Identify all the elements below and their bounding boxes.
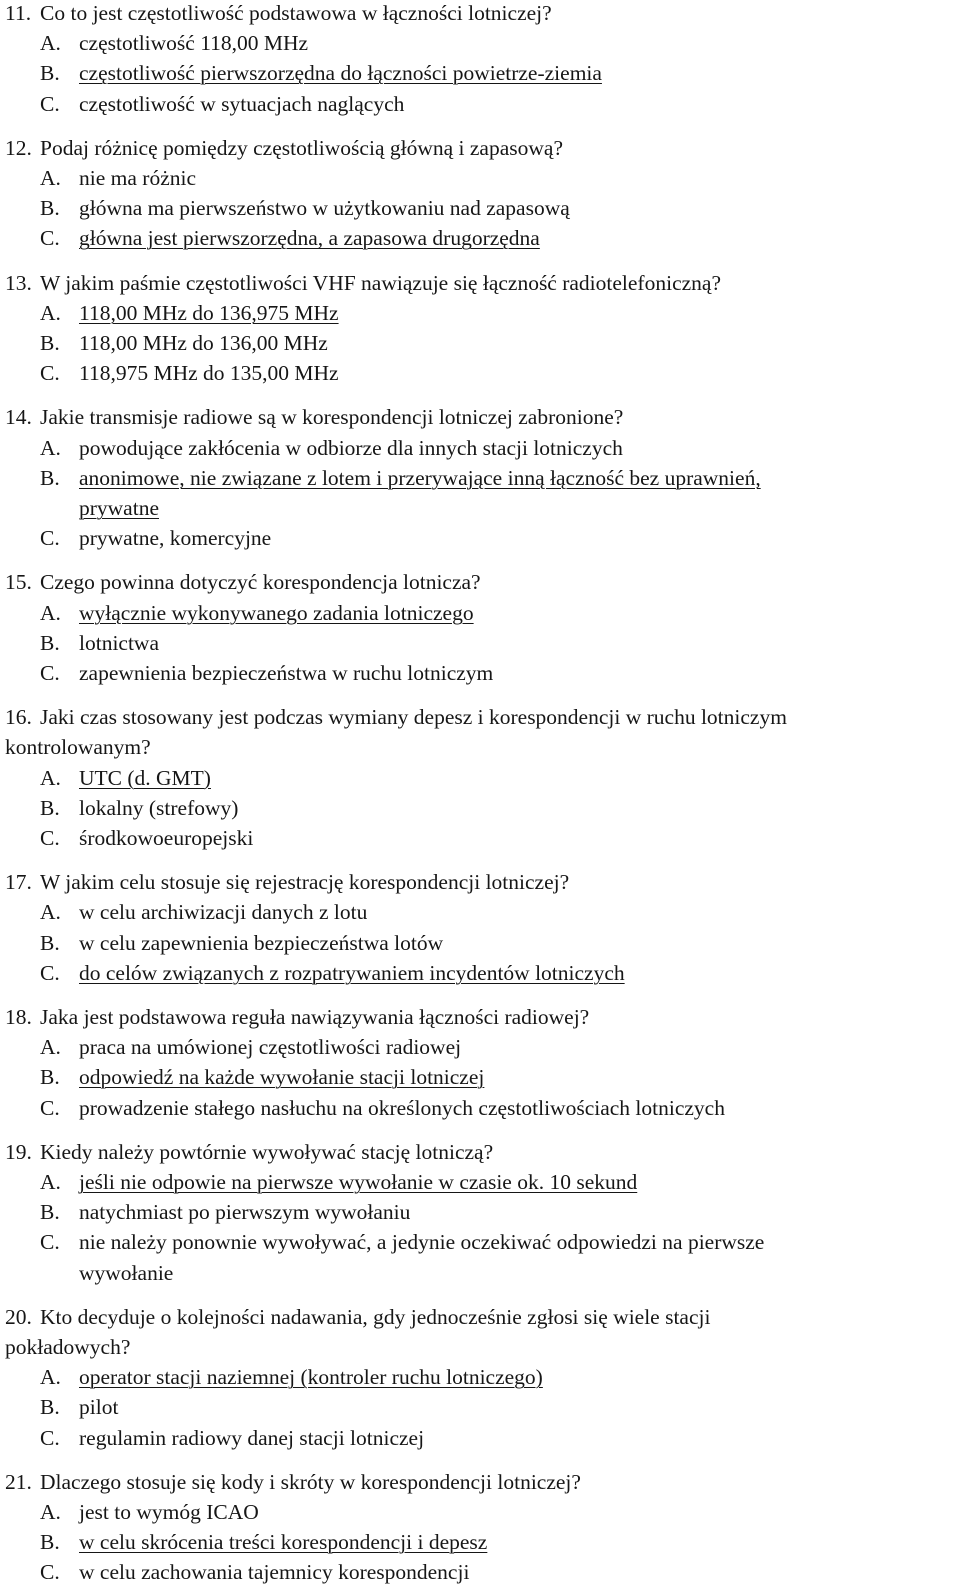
answer-letter: A. bbox=[40, 600, 61, 625]
answer-letter: B. bbox=[40, 1065, 60, 1090]
answer-letter: A. bbox=[40, 1035, 61, 1060]
question-text-continuation: kontrolowanym? bbox=[5, 735, 151, 760]
answer-text: częstotliwość w sytuacjach naglących bbox=[79, 91, 405, 116]
answer-text: lotnictwa bbox=[79, 630, 160, 655]
answer-letter: B. bbox=[40, 1530, 60, 1555]
answer-letter: C. bbox=[40, 1230, 60, 1255]
answer-text: lokalny (strefowy) bbox=[79, 795, 239, 820]
answer-letter: A. bbox=[40, 1365, 61, 1390]
answer-text: zapewnienia bezpieczeństwa w ruchu lotniczym bbox=[79, 661, 494, 685]
answer-text-correct: do celów związanych z rozpatrywaniem incydentów lotniczych bbox=[79, 960, 625, 985]
answer-text: prywatne, komercyjne bbox=[79, 526, 272, 551]
answer-text: główna ma pierwszeństwo w użytkowaniu nad zapasową bbox=[79, 196, 570, 221]
answer-text: powodujące zakłócenia w odbiorze dla innych stacji lotniczych bbox=[79, 435, 623, 460]
answer-letter: C. bbox=[40, 661, 60, 685]
answer-letter: A. bbox=[40, 765, 61, 790]
question-number: 17. bbox=[5, 870, 32, 895]
question-text: Czego powinna dotyczyć korespondencja lotnicza? bbox=[40, 570, 481, 595]
answer-letter: A. bbox=[40, 166, 61, 190]
answer-letter: B. bbox=[40, 1200, 60, 1225]
answer-text-correct: częstotliwość pierwszorzędna do łączności powietrze-ziemia bbox=[79, 61, 602, 86]
answer-letter: C. bbox=[40, 526, 60, 551]
answer-letter: A. bbox=[40, 1500, 61, 1524]
answer-letter: A. bbox=[40, 300, 61, 325]
question-text: Jaka jest podstawowa reguła nawiązywania łączności radiowej? bbox=[40, 1005, 590, 1029]
answer-text: nie ma różnic bbox=[79, 166, 197, 190]
answer-text-correct: operator stacji naziemnej (kontroler ruchu lotniczego) bbox=[79, 1365, 543, 1390]
answer-text-correct: 118,00 MHz do 136,975 MHz bbox=[79, 300, 339, 325]
question-text: Dlaczego stosuje się kody i skróty w korespondencji lotniczej? bbox=[40, 1469, 581, 1494]
question-number: 14. bbox=[5, 405, 32, 430]
answer-letter: C. bbox=[40, 1095, 60, 1120]
answer-letter: C. bbox=[40, 226, 60, 251]
answer-text: w celu zachowania tajemnicy korespondencji bbox=[79, 1560, 470, 1585]
answer-letter: C. bbox=[40, 960, 60, 985]
answer-letter: C. bbox=[40, 91, 60, 116]
question-text: W jakim celu stosuje się rejestrację korespondencji lotniczej? bbox=[40, 870, 570, 895]
answer-text-continuation: wywołanie bbox=[79, 1260, 174, 1285]
question-text-continuation: pokładowych? bbox=[5, 1335, 131, 1359]
question-number: 11. bbox=[5, 1, 32, 25]
answer-letter: B. bbox=[40, 630, 60, 655]
question-text: Kiedy należy powtórnie wywoływać stację lotniczą? bbox=[40, 1139, 494, 1164]
question-text: Jaki czas stosowany jest podczas wymiany depesz i korespondencji w ruchu lotniczym bbox=[40, 705, 787, 730]
answer-letter: A. bbox=[40, 31, 61, 56]
question-number: 15. bbox=[5, 570, 32, 595]
answer-text: natychmiast po pierwszym wywołaniu bbox=[79, 1200, 411, 1225]
answer-text-correct: jeśli nie odpowie na pierwsze wywołanie w czasie ok. 10 sekund bbox=[79, 1170, 638, 1194]
answer-letter: B. bbox=[40, 331, 60, 355]
answer-text: w celu zapewnienia bezpieczeństwa lotów bbox=[79, 930, 444, 955]
answer-letter: B. bbox=[40, 930, 60, 955]
answer-letter: B. bbox=[40, 196, 60, 221]
answer-text: regulamin radiowy danej stacji lotniczej bbox=[79, 1425, 425, 1450]
question-number: 21. bbox=[5, 1469, 32, 1494]
answer-text: praca na umówionej częstotliwości radiowej bbox=[79, 1035, 462, 1060]
answer-letter: C. bbox=[40, 1425, 60, 1450]
answer-text-correct: odpowiedź na każde wywołanie stacji lotniczej bbox=[79, 1065, 485, 1090]
answer-text: 118,00 MHz do 136,00 MHz bbox=[79, 331, 328, 355]
answer-text: środkowoeuropejski bbox=[79, 826, 254, 850]
answer-text-correct: w celu skrócenia treści korespondencji i depesz bbox=[79, 1530, 488, 1555]
answer-letter: B. bbox=[40, 1395, 60, 1420]
question-number: 20. bbox=[5, 1304, 32, 1329]
question-text: Kto decyduje o kolejności nadawania, gdy jednocześnie zgłosi się wiele stacji bbox=[40, 1304, 711, 1329]
question-number: 12. bbox=[5, 135, 32, 160]
answer-letter: B. bbox=[40, 465, 60, 490]
answer-text: pilot bbox=[79, 1395, 119, 1420]
answer-text-correct: UTC (d. GMT) bbox=[79, 765, 211, 790]
answer-text-correct: wyłącznie wykonywanego zadania lotniczego bbox=[79, 600, 474, 625]
answer-letter: B. bbox=[40, 61, 60, 86]
question-number: 13. bbox=[5, 270, 32, 295]
answer-text: 118,975 MHz do 135,00 MHz bbox=[79, 361, 339, 386]
question-number: 16. bbox=[5, 705, 32, 730]
answer-letter: C. bbox=[40, 361, 60, 386]
question-text: W jakim paśmie częstotliwości VHF nawiązuje się łączność radiotelefoniczną? bbox=[40, 270, 721, 295]
answer-letter: A. bbox=[40, 1170, 61, 1194]
answer-text: prowadzenie stałego nasłuchu na określonych częstotliwościach lotniczych bbox=[79, 1095, 725, 1120]
answer-text-correct-continuation: prywatne bbox=[79, 496, 159, 520]
answer-letter: A. bbox=[40, 435, 61, 460]
answer-text: częstotliwość 118,00 MHz bbox=[79, 31, 309, 56]
question-text: Jakie transmisje radiowe są w korespondencji lotniczej zabronione? bbox=[40, 405, 624, 430]
question-number: 18. bbox=[5, 1005, 32, 1029]
answer-text-correct: anonimowe, nie związane z lotem i przerywające inną łączność bez uprawnień, bbox=[79, 465, 761, 490]
question-text: Podaj różnicę pomiędzy częstotliwością główną i zapasową? bbox=[40, 135, 563, 160]
answer-letter: A. bbox=[40, 900, 61, 925]
answer-letter: C. bbox=[40, 1560, 60, 1585]
answer-text: jest to wymóg ICAO bbox=[79, 1500, 259, 1524]
answer-text: w celu archiwizacji danych z lotu bbox=[79, 900, 368, 925]
answer-text-correct: główna jest pierwszorzędna, a zapasowa drugorzędna bbox=[79, 226, 540, 251]
answer-letter: B. bbox=[40, 795, 60, 820]
answer-letter: C. bbox=[40, 826, 60, 850]
question-text: Co to jest częstotliwość podstawowa w łączności lotniczej? bbox=[40, 1, 552, 25]
question-number: 19. bbox=[5, 1139, 32, 1164]
answer-text: nie należy ponownie wywoływać, a jedynie oczekiwać odpowiedzi na pierwsze bbox=[79, 1230, 765, 1255]
